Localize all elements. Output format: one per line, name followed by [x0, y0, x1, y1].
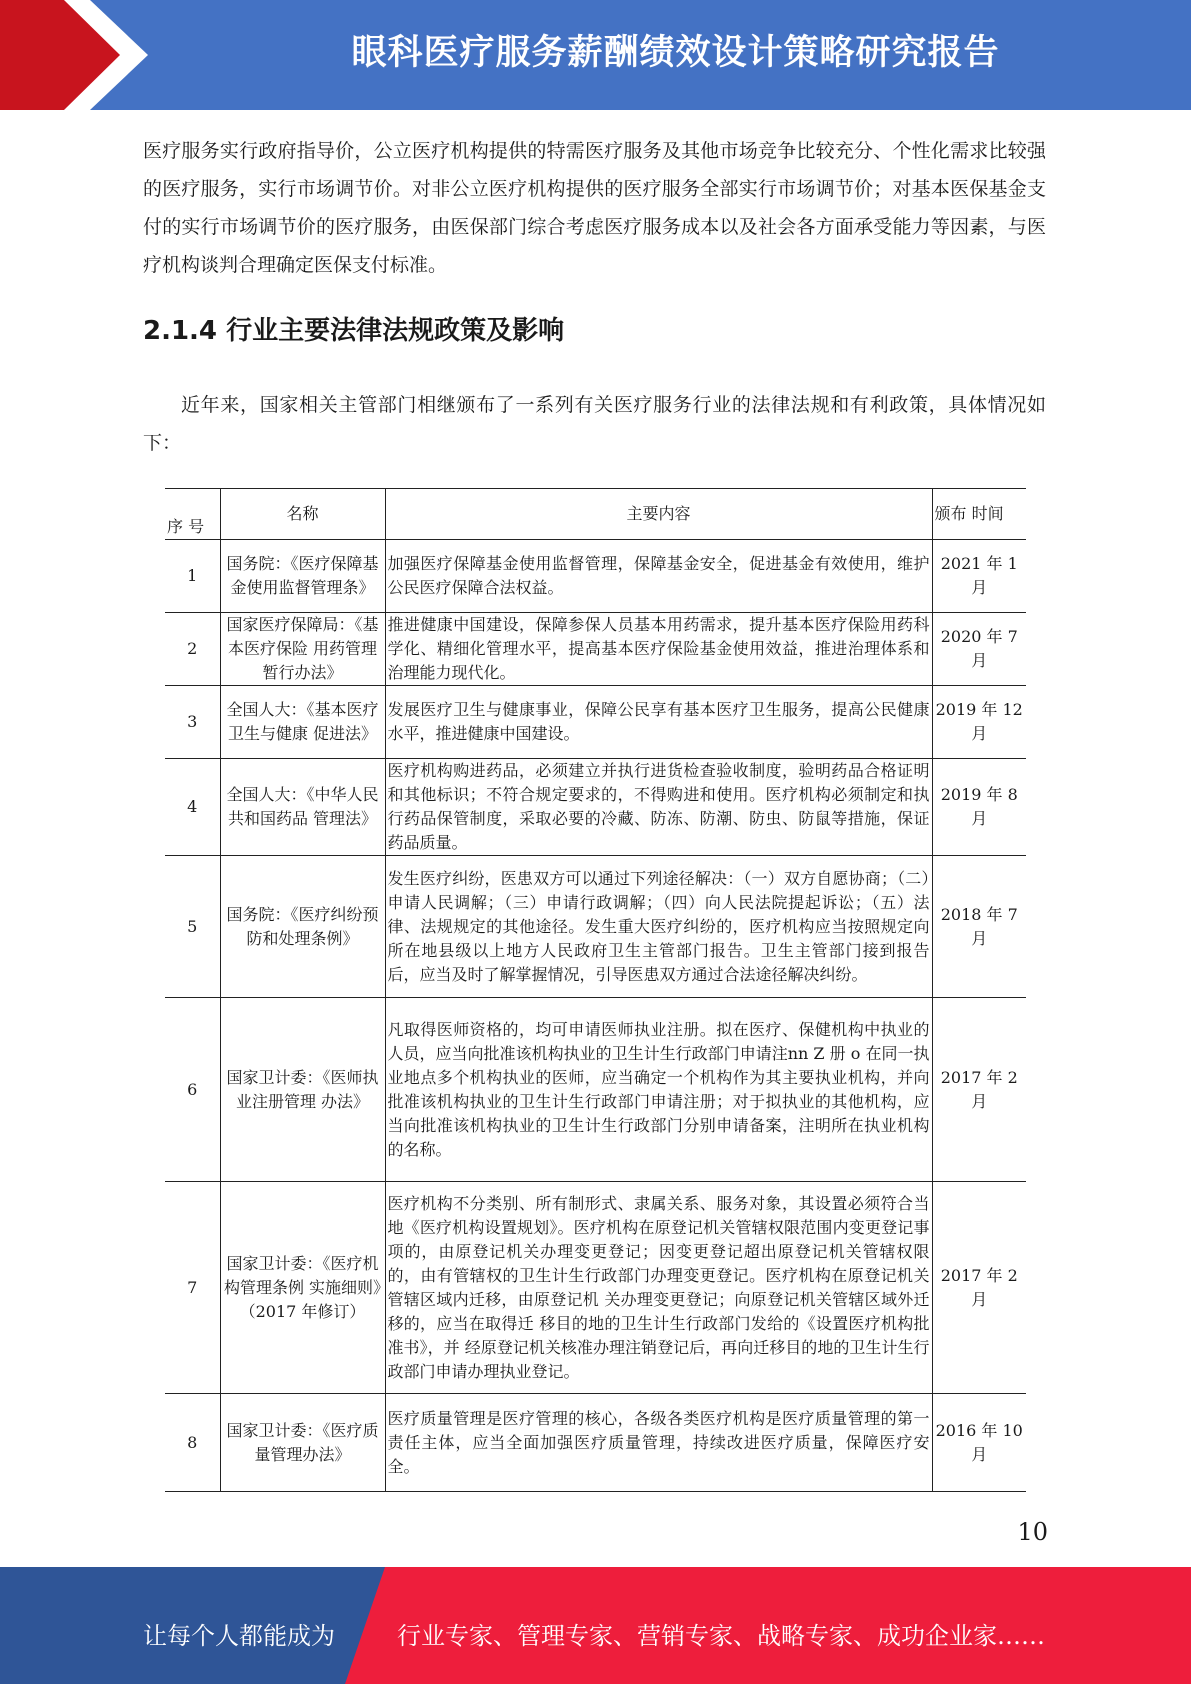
report-title: 眼科医疗服务薪酬绩效设计策略研究报告 — [351, 33, 1000, 73]
row-content: 凡取得医师资格的，均可申请医师执业注册。拟在医疗、保健机构中执业的人员，应当向批准该机构执业的卫生计生行政部门申请注nn Z 册 o 在同一执业地点多个机构执业的医师，应当确定一个机构作为其主要执业机构，并向批准该机构执业的卫生计生行政部门申请注册；对于拟执业的其他机构，应当向批准该机构执业的卫生计生行政部门分别申请备案，注明所在执业机构的名称。 — [385, 998, 932, 1182]
table-row — [165, 613, 1026, 686]
table-header-row — [165, 489, 1026, 540]
row-name: 国家卫计委：《医疗质量管理办法》 — [220, 1394, 385, 1492]
row-date: 2019 年 12 月 — [932, 686, 1026, 759]
table-row — [165, 759, 1026, 856]
lead-paragraph: 近年来，国家相关主管部门相继颁布了一系列有关医疗服务行业的法律法规和有利政策，具体情况如下： — [143, 394, 1046, 454]
row-date: 2019 年 8 月 — [932, 759, 1026, 856]
section-heading: 2.1.4 行业主要法律法规政策及影响 — [143, 316, 565, 346]
row-num: 1 — [165, 540, 220, 613]
row-date: 2017 年 2 月 — [932, 1182, 1026, 1394]
row-num: 6 — [165, 998, 220, 1182]
row-date: 2017 年 2 月 — [932, 998, 1026, 1182]
row-name: 全国人大：《基本医疗卫生与健康 促进法》 — [220, 686, 385, 759]
row-content: 医疗机构购进药品，必须建立并执行进货检查验收制度，验明药品合格证明和其他标识；不符合规定要求的，不得购进和使用。医疗机构必须制定和执行药品保管制度，采取必要的冷藏、防冻、防潮、防虫、防鼠等措施，保证药品质量。 — [385, 759, 932, 856]
header-num: 序 号 — [165, 489, 220, 540]
table-row — [165, 856, 1026, 998]
footer-roles: 行业专家、管理专家、营销专家、战略专家、成功企业家…… — [397, 1622, 1045, 1650]
row-date: 2018 年 7 月 — [932, 856, 1026, 998]
row-name: 国家卫计委：《医师执业注册管理 办法》 — [220, 998, 385, 1182]
row-num: 2 — [165, 613, 220, 686]
table-row — [165, 540, 1026, 613]
table-row — [165, 686, 1026, 759]
row-num: 7 — [165, 1182, 220, 1394]
row-name: 国务院：《医疗纠纷预防和处理条例》 — [220, 856, 385, 998]
intro-paragraph: 医疗服务实行政府指导价，公立医疗机构提供的特需医疗服务及其他市场竞争比较充分、个性化需求比较强的医疗服务，实行市场调节价。对非公立医疗机构提供的医疗服务全部实行市场调节价；对基本医保基金支付的实行市场调节价的医疗服务，由医保部门综合考虑医疗服务成本以及社会各方面承受能力等因素，与医疗机构谈判合理确定医保支付标准。 — [143, 140, 1046, 276]
row-date: 2020 年 7 月 — [932, 613, 1026, 686]
row-content: 医疗机构不分类别、所有制形式、隶属关系、服务对象，其设置必须符合当地《医疗机构设置规划》。医疗机构在原登记机关管辖权限范围内变更登记事项的，由原登记机关办理变更登记；因变更登记超出原登记机关管辖权限的，由有管辖权的卫生计生行政部门办理变更登记。医疗机构在原登记机关管辖区域内迁移，由原登记机 关办理变更登记；向原登记机关管辖区域外迁移的，应当在取得迁 移目的地的卫生计生行政部门发给的《设置医疗机构批准书》，并 经原登记机关核准办理注销登记后，再向迁移目的地的卫生计生行 政部门申请办理执业登记。 — [385, 1182, 932, 1394]
row-date: 2016 年 10 月 — [932, 1394, 1026, 1492]
row-content: 推进健康中国建设，保障参保人员基本用药需求，提升基本医疗保险用药科学化、精细化管理水平，提高基本医疗保险基金使用效益，推进治理体系和治理能力现代化。 — [385, 613, 932, 686]
row-date: 2021 年 1 月 — [932, 540, 1026, 613]
row-num: 5 — [165, 856, 220, 998]
header-date: 颁布 时间 — [932, 489, 1026, 540]
row-name: 国务院：《医疗保障基金使用监督管理条》 — [220, 540, 385, 613]
row-content: 加强医疗保障基金使用监督管理，保障基金安全，促进基金有效使用，维护公民医疗保障合法权益。 — [385, 540, 932, 613]
policy-table — [165, 488, 1026, 1492]
row-name: 全国人大：《中华人民共和国药品 管理法》 — [220, 759, 385, 856]
table-row — [165, 1394, 1026, 1492]
page-number: 10 — [1017, 1518, 1048, 1546]
header-name: 名称 — [220, 489, 385, 540]
row-num: 3 — [165, 686, 220, 759]
row-name: 国家医疗保障局：《基本医疗保险 用药管理暂行办法》 — [220, 613, 385, 686]
header-chevron-icon — [0, 0, 200, 110]
row-content: 发展医疗卫生与健康事业，保障公民享有基本医疗卫生服务，提高公民健康水平，推进健康中国建设。 — [385, 686, 932, 759]
row-name: 国家卫计委：《医疗机构管理条例 实施细则》（2017 年修订） — [220, 1182, 385, 1394]
row-content: 医疗质量管理是医疗管理的核心，各级各类医疗机构是医疗质量管理的第一责任主体，应当全面加强医疗质量管理，持续改进医疗质量，保障医疗安全。 — [385, 1394, 932, 1492]
header-content: 主要内容 — [385, 489, 932, 540]
row-num: 4 — [165, 759, 220, 856]
page-header — [0, 0, 1191, 110]
row-num: 8 — [165, 1394, 220, 1492]
table-row — [165, 998, 1026, 1182]
row-content: 发生医疗纠纷，医患双方可以通过下列途径解决：（一）双方自愿协商；（二）申请人民调解；（三）申请行政调解；（四）向人民法院提起诉讼；（五）法律、法规规定的其他途径。发生重大医疗纠纷的，医疗机构应当按照规定向所在地县级以上地方人民政府卫生主管部门报告。卫生主管部门接到报告后，应当及时了解掌握情况，引导医患双方通过合法途径解决纠纷。 — [385, 856, 932, 998]
footer-tagline: 让每个人都能成为 — [143, 1622, 335, 1650]
table-row — [165, 1182, 1026, 1394]
